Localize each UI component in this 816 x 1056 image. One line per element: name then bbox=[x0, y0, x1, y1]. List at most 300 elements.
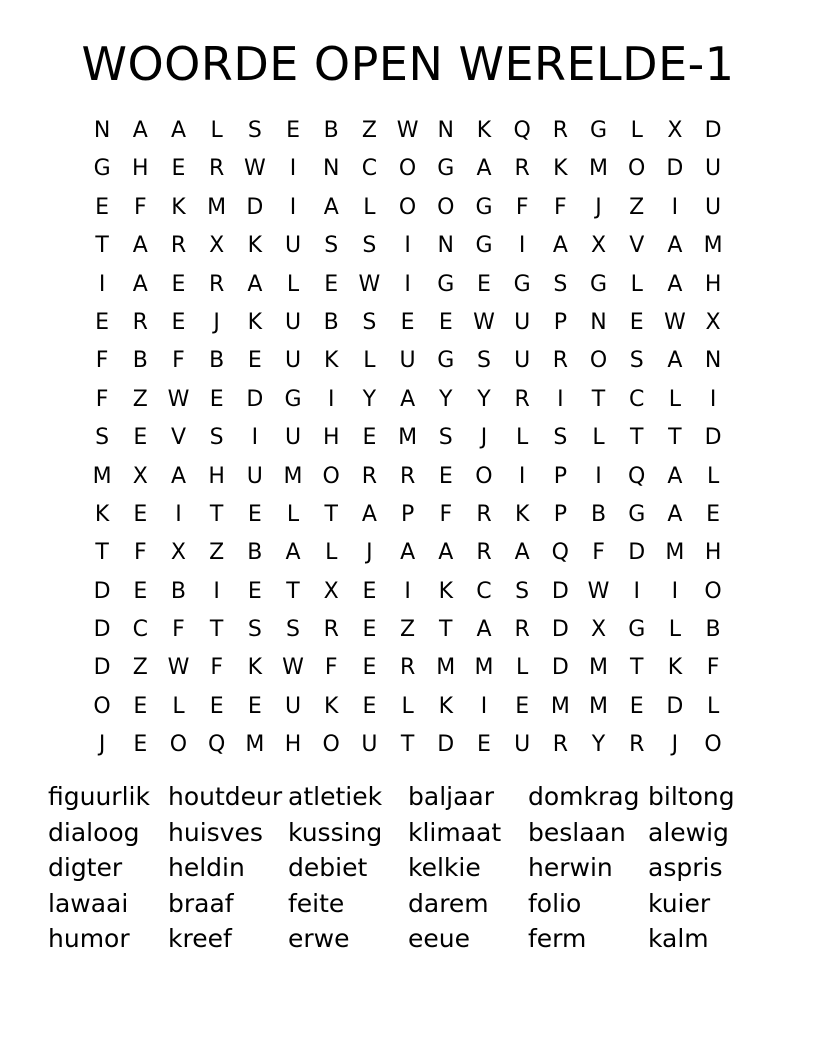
grid-letter: S bbox=[95, 425, 110, 451]
grid-letter: B bbox=[247, 540, 263, 566]
grid-letter: G bbox=[590, 271, 608, 297]
grid-letter: B bbox=[590, 501, 607, 527]
grid-letter: M bbox=[589, 693, 609, 719]
grid-letter: W bbox=[167, 655, 190, 681]
grid-letter: J bbox=[213, 309, 220, 335]
grid-letter: E bbox=[247, 578, 262, 604]
grid-letter: M bbox=[245, 732, 265, 758]
grid-letter: L bbox=[286, 501, 300, 527]
grid-letter: I bbox=[251, 425, 259, 451]
grid-letter: U bbox=[284, 233, 302, 259]
grid-letter: M bbox=[92, 463, 112, 489]
grid-letter: R bbox=[170, 233, 187, 259]
grid-letter: L bbox=[286, 271, 300, 297]
word-list-item: kelkie bbox=[408, 853, 481, 883]
grid-letter: H bbox=[284, 732, 302, 758]
word-list-item: braaf bbox=[168, 888, 234, 918]
grid-letter: T bbox=[629, 425, 644, 451]
grid-letter: K bbox=[324, 693, 339, 719]
word-list-item: eeue bbox=[408, 924, 470, 954]
grid-letter: M bbox=[550, 693, 570, 719]
grid-letter: E bbox=[247, 501, 262, 527]
word-list-item: alewig bbox=[648, 817, 729, 847]
grid-letter: J bbox=[366, 540, 373, 566]
grid-letter: L bbox=[210, 118, 223, 143]
grid-letter: F bbox=[515, 194, 529, 220]
grid-letter: R bbox=[629, 732, 645, 758]
grid-letter: X bbox=[590, 617, 607, 643]
grid-letter: R bbox=[514, 156, 530, 182]
grid-letter: E bbox=[438, 309, 453, 335]
grid-letter: M bbox=[589, 655, 609, 681]
grid-letter: S bbox=[553, 425, 568, 451]
grid-letter: U bbox=[705, 156, 722, 182]
grid-letter: Q bbox=[207, 732, 226, 758]
grid-letter: A bbox=[323, 194, 339, 220]
grid-letter: T bbox=[439, 617, 453, 643]
word-list-item: aspris bbox=[648, 853, 723, 883]
grid-letter: N bbox=[93, 118, 111, 143]
grid-letter: A bbox=[552, 233, 568, 259]
grid-letter: Z bbox=[209, 540, 225, 566]
word-list-item: dialoog bbox=[48, 817, 140, 847]
grid-letter: I bbox=[327, 386, 335, 412]
grid-letter: O bbox=[398, 156, 417, 182]
grid-letter: O bbox=[169, 732, 188, 758]
grid-letter: H bbox=[322, 425, 340, 451]
grid-letter: M bbox=[283, 463, 303, 489]
grid-letter: O bbox=[437, 194, 455, 220]
grid-letter: U bbox=[399, 348, 416, 374]
grid-letter: W bbox=[587, 578, 610, 604]
grid-letter: A bbox=[170, 463, 186, 489]
grid-letter: R bbox=[552, 732, 568, 758]
grid-letter: K bbox=[171, 194, 186, 220]
grid-letter: E bbox=[95, 309, 110, 335]
grid-letter: S bbox=[515, 578, 530, 604]
grid-letter: B bbox=[132, 348, 148, 374]
word-list-item: kalm bbox=[648, 924, 709, 954]
grid-letter: U bbox=[514, 348, 531, 374]
grid-letter: Y bbox=[362, 386, 377, 412]
grid-letter: A bbox=[438, 540, 454, 566]
grid-letter: E bbox=[95, 194, 110, 220]
grid-letter: Z bbox=[132, 655, 148, 681]
grid-letter: G bbox=[437, 348, 455, 374]
grid-letter: G bbox=[437, 271, 455, 297]
grid-letter: X bbox=[705, 309, 721, 335]
grid-letter: D bbox=[246, 194, 264, 220]
word-list-item: digter bbox=[48, 853, 123, 883]
word-list-item: feite bbox=[288, 888, 345, 918]
grid-letter: K bbox=[514, 501, 530, 527]
grid-letter: K bbox=[438, 578, 453, 604]
grid-letter: E bbox=[171, 156, 186, 182]
grid-letter: O bbox=[628, 156, 646, 182]
word-list-item: kussing bbox=[288, 817, 383, 847]
grid-letter: H bbox=[704, 271, 722, 297]
grid-letter: A bbox=[132, 118, 148, 143]
grid-letter: A bbox=[132, 233, 148, 259]
grid-letter: E bbox=[171, 309, 186, 335]
grid-letter: T bbox=[95, 233, 109, 259]
grid-letter: L bbox=[630, 118, 643, 143]
grid-letter: G bbox=[628, 617, 646, 643]
grid-letter: U bbox=[284, 309, 302, 335]
grid-letter: S bbox=[247, 118, 262, 143]
grid-letter: O bbox=[589, 348, 608, 374]
grid-letter: R bbox=[361, 463, 378, 489]
grid-letter: R bbox=[476, 540, 492, 566]
grid-letter: E bbox=[133, 578, 148, 604]
grid-letter: I bbox=[98, 271, 106, 297]
grid-letter: U bbox=[284, 425, 302, 451]
grid-letter: S bbox=[247, 617, 262, 643]
grid-letter: U bbox=[284, 693, 302, 719]
grid-letter: O bbox=[322, 732, 340, 758]
grid-letter: L bbox=[706, 463, 720, 489]
grid-letter: B bbox=[323, 309, 339, 335]
grid-letter: T bbox=[400, 732, 415, 758]
grid-letter: S bbox=[438, 425, 453, 451]
grid-letter: M bbox=[665, 540, 685, 566]
grid-letter: Q bbox=[551, 540, 569, 566]
grid-letter: F bbox=[133, 540, 147, 566]
grid-letter: S bbox=[362, 233, 377, 259]
grid-letter: Y bbox=[477, 386, 491, 412]
grid-letter: W bbox=[243, 156, 266, 182]
grid-letter: D bbox=[666, 156, 684, 182]
word-list-item: kreef bbox=[168, 924, 232, 954]
grid-letter: L bbox=[325, 540, 338, 566]
word-list bbox=[48, 779, 768, 957]
grid-letter: I bbox=[213, 578, 220, 604]
grid-letter: A bbox=[667, 233, 683, 259]
grid-letter: Z bbox=[361, 118, 377, 143]
grid-letter: L bbox=[363, 194, 376, 220]
grid-letter: D bbox=[628, 540, 646, 566]
grid-letter: K bbox=[94, 501, 110, 527]
grid-letter: O bbox=[93, 693, 111, 719]
grid-letter: V bbox=[170, 425, 186, 451]
grid-letter: N bbox=[322, 156, 340, 182]
word-list-item: domkrag bbox=[528, 782, 640, 811]
grid-letter: M bbox=[436, 655, 456, 681]
grid-letter: F bbox=[439, 501, 453, 527]
word-list-item: beslaan bbox=[528, 817, 626, 847]
grid-letter: Q bbox=[628, 463, 646, 489]
grid-letter: L bbox=[401, 693, 414, 719]
grid-letter: S bbox=[362, 309, 377, 335]
grid-letter: E bbox=[477, 732, 491, 758]
grid-letter: L bbox=[363, 348, 376, 374]
grid-letter: U bbox=[514, 732, 531, 758]
grid-letter: F bbox=[210, 655, 223, 681]
grid-letter: K bbox=[667, 655, 683, 681]
grid-letter: E bbox=[362, 425, 377, 451]
grid-letter: T bbox=[629, 655, 644, 681]
grid-letter: V bbox=[629, 233, 645, 259]
grid-letter: F bbox=[172, 348, 185, 374]
grid-letter: I bbox=[709, 386, 717, 412]
word-list-item: atletiek bbox=[288, 782, 383, 811]
grid-letter: I bbox=[289, 156, 297, 182]
grid-letter: E bbox=[133, 425, 148, 451]
grid-letter: G bbox=[475, 194, 493, 220]
grid-letter: W bbox=[358, 271, 381, 297]
grid-letter: M bbox=[474, 655, 494, 681]
grid-letter: I bbox=[595, 463, 602, 489]
grid-letter: S bbox=[286, 617, 301, 643]
grid-letter: E bbox=[133, 693, 148, 719]
grid-letter: A bbox=[132, 271, 148, 297]
grid-letter: G bbox=[284, 386, 302, 412]
grid-letter: M bbox=[207, 194, 227, 220]
grid-letter: G bbox=[628, 501, 646, 527]
grid-letter: W bbox=[664, 309, 686, 335]
grid-letter: K bbox=[476, 118, 492, 143]
grid-letter: L bbox=[630, 271, 643, 297]
grid-letter: P bbox=[553, 463, 567, 489]
grid-letter: S bbox=[476, 348, 491, 374]
grid-letter: E bbox=[286, 118, 300, 143]
grid-letter: I bbox=[518, 233, 526, 259]
grid-letter: B bbox=[705, 617, 721, 643]
grid-letter: R bbox=[399, 655, 416, 681]
grid-letter: O bbox=[704, 732, 722, 758]
grid-letter: Z bbox=[629, 194, 645, 220]
word-list-item: huisves bbox=[168, 817, 263, 847]
grid-letter: D bbox=[704, 118, 722, 143]
grid-letter: F bbox=[172, 617, 185, 643]
grid-letter: R bbox=[132, 309, 148, 335]
grid-letter: W bbox=[473, 309, 495, 335]
grid-letter: T bbox=[209, 617, 224, 643]
grid-letter: C bbox=[361, 156, 378, 182]
word-list-item: humor bbox=[48, 924, 130, 954]
grid-letter: E bbox=[209, 693, 224, 719]
grid-letter: L bbox=[172, 693, 185, 719]
grid-letter: F bbox=[95, 348, 109, 374]
grid-letter: D bbox=[666, 693, 684, 719]
grid-letter: E bbox=[247, 348, 262, 374]
grid-letter: T bbox=[95, 540, 109, 566]
grid-letter: F bbox=[706, 655, 720, 681]
grid-letter: T bbox=[324, 501, 338, 527]
grid-letter: O bbox=[475, 463, 493, 489]
grid-letter: H bbox=[132, 156, 149, 182]
grid-letter: X bbox=[170, 540, 186, 566]
grid-letter: I bbox=[671, 578, 679, 604]
grid-letter: L bbox=[592, 425, 605, 451]
grid-letter: E bbox=[362, 693, 377, 719]
grid-letter: E bbox=[324, 271, 339, 297]
grid-letter: X bbox=[590, 233, 607, 259]
grid-letter: D bbox=[704, 425, 722, 451]
grid-letter: N bbox=[704, 348, 722, 374]
grid-letter: A bbox=[285, 540, 301, 566]
grid-letter: G bbox=[437, 156, 455, 182]
grid-letter: J bbox=[595, 194, 602, 220]
grid-letter: A bbox=[476, 156, 492, 182]
grid-letter: W bbox=[396, 118, 419, 143]
grid-letter: A bbox=[170, 118, 186, 143]
grid-letter: U bbox=[246, 463, 263, 489]
grid-letter: G bbox=[590, 118, 608, 143]
grid-letter: B bbox=[323, 118, 339, 143]
grid-letter: A bbox=[667, 348, 683, 374]
grid-letter: I bbox=[518, 463, 526, 489]
grid-letter: K bbox=[553, 156, 568, 182]
grid-letter: X bbox=[667, 118, 683, 143]
word-list-item: biltong bbox=[648, 782, 735, 811]
grid-letter: K bbox=[247, 233, 263, 259]
grid-letter: N bbox=[437, 118, 455, 143]
grid-letter: E bbox=[362, 617, 377, 643]
grid-letter: N bbox=[590, 309, 607, 335]
grid-letter: E bbox=[247, 693, 262, 719]
word-list-item: erwe bbox=[288, 924, 350, 954]
grid-letter: A bbox=[476, 617, 492, 643]
word-list-item: darem bbox=[408, 888, 489, 918]
grid-letter: A bbox=[400, 386, 416, 412]
grid-letter: H bbox=[208, 463, 225, 489]
grid-letter: G bbox=[93, 156, 111, 182]
word-list-item: heldin bbox=[168, 853, 245, 883]
grid-letter: J bbox=[480, 425, 488, 451]
grid-letter: L bbox=[668, 386, 682, 412]
grid-letter: R bbox=[209, 156, 225, 182]
grid-letter: I bbox=[404, 578, 411, 604]
grid-letter: F bbox=[324, 655, 338, 681]
word-list-item: figuurlik bbox=[48, 782, 150, 811]
grid-letter: I bbox=[404, 271, 411, 297]
grid-letter: P bbox=[553, 501, 567, 527]
grid-letter: P bbox=[553, 309, 567, 335]
grid-letter: D bbox=[93, 655, 111, 681]
grid-letter: R bbox=[514, 386, 530, 412]
grid-letter: T bbox=[668, 425, 682, 451]
word-list-item: klimaat bbox=[408, 817, 502, 847]
grid-letter: O bbox=[704, 578, 722, 604]
grid-letter: I bbox=[480, 693, 488, 719]
grid-letter: U bbox=[361, 732, 378, 758]
grid-letter: A bbox=[667, 463, 683, 489]
grid-letter: M bbox=[703, 233, 723, 259]
grid-letter: I bbox=[671, 194, 679, 220]
grid-letter: Q bbox=[513, 118, 531, 143]
grid-letter: W bbox=[167, 386, 190, 412]
grid-letter: A bbox=[247, 271, 263, 297]
grid-letter: D bbox=[93, 617, 111, 643]
grid-letter: J bbox=[671, 732, 679, 758]
grid-letter: W bbox=[282, 655, 304, 681]
grid-letter: I bbox=[404, 233, 411, 259]
grid-letter: E bbox=[362, 578, 377, 604]
grid-letter: J bbox=[98, 732, 106, 758]
grid-letter: I bbox=[633, 578, 640, 604]
grid-letter: A bbox=[514, 540, 530, 566]
grid-letter: X bbox=[323, 578, 339, 604]
grid-letter: E bbox=[133, 732, 148, 758]
grid-letter: R bbox=[323, 617, 339, 643]
grid-letter: B bbox=[170, 578, 187, 604]
word-list-item: houtdeur bbox=[168, 782, 283, 811]
grid-letter: F bbox=[592, 540, 605, 566]
grid-letter: O bbox=[322, 463, 340, 489]
grid-letter: D bbox=[93, 578, 111, 604]
grid-letter: B bbox=[209, 348, 225, 374]
grid-letter: O bbox=[398, 194, 417, 220]
word-list-item: debiet bbox=[288, 853, 368, 883]
grid-letter: H bbox=[704, 540, 722, 566]
grid-letter: L bbox=[516, 655, 529, 681]
grid-letter: E bbox=[362, 655, 377, 681]
page-title: WOORDE OPEN WERELDE-1 bbox=[81, 37, 735, 91]
grid-letter: X bbox=[132, 463, 148, 489]
grid-letter: E bbox=[209, 386, 224, 412]
word-list-item: herwin bbox=[528, 853, 613, 883]
grid-letter: T bbox=[591, 386, 606, 412]
grid-letter: F bbox=[133, 194, 147, 220]
grid-letter: C bbox=[132, 617, 148, 643]
grid-letter: A bbox=[667, 501, 683, 527]
grid-letter: S bbox=[324, 233, 339, 259]
grid-letter: E bbox=[629, 693, 644, 719]
grid-letter: Z bbox=[400, 617, 416, 643]
word-list-item: lawaai bbox=[48, 888, 129, 918]
grid-letter: R bbox=[399, 463, 416, 489]
grid-letter: E bbox=[515, 693, 530, 719]
grid-letter: N bbox=[437, 233, 455, 259]
grid-letter: X bbox=[209, 233, 225, 259]
grid-letter: U bbox=[514, 309, 531, 335]
grid-letter: K bbox=[247, 309, 263, 335]
grid-letter: A bbox=[361, 501, 377, 527]
grid-letter: A bbox=[667, 271, 683, 297]
grid-letter: T bbox=[286, 578, 300, 604]
grid-letter: E bbox=[400, 309, 415, 335]
grid-letter: L bbox=[668, 617, 682, 643]
grid-letter: C bbox=[629, 386, 645, 412]
grid-letter: S bbox=[209, 425, 224, 451]
grid-letter: L bbox=[706, 693, 720, 719]
grid-letter: I bbox=[175, 501, 182, 527]
grid-letter: E bbox=[171, 271, 186, 297]
grid-letter: R bbox=[209, 271, 225, 297]
word-list-item: folio bbox=[528, 888, 582, 918]
grid-letter: E bbox=[438, 463, 453, 489]
word-list-item: baljaar bbox=[408, 782, 494, 811]
grid-letter: K bbox=[324, 348, 339, 374]
grid-letter: F bbox=[554, 194, 567, 220]
word-list-item: kuier bbox=[648, 888, 711, 918]
grid-letter: E bbox=[477, 271, 491, 297]
grid-letter: F bbox=[95, 386, 109, 412]
grid-letter: D bbox=[437, 732, 455, 758]
letter-grid bbox=[83, 112, 732, 765]
grid-letter: E bbox=[133, 501, 148, 527]
word-list-item: ferm bbox=[528, 924, 587, 954]
grid-letter: M bbox=[398, 425, 418, 451]
grid-letter: I bbox=[289, 194, 297, 220]
grid-letter: Y bbox=[591, 732, 606, 758]
grid-letter: E bbox=[706, 501, 721, 527]
grid-letter: D bbox=[551, 655, 569, 681]
grid-letter: C bbox=[476, 578, 492, 604]
grid-letter: S bbox=[629, 348, 644, 374]
grid-letter: Z bbox=[132, 386, 148, 412]
